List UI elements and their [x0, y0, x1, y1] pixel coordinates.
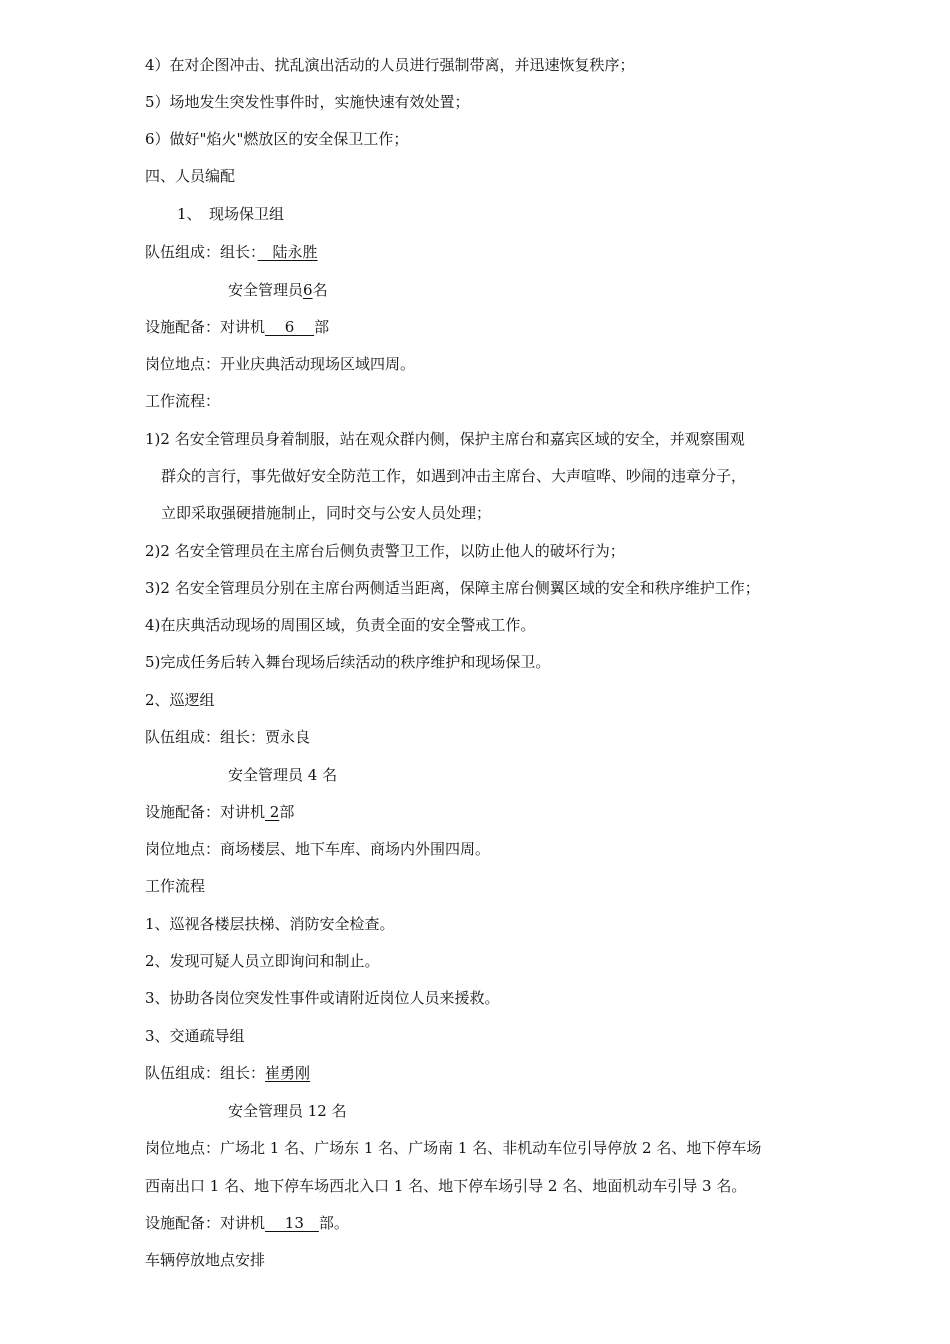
equipment-unit: 部。 [318, 1214, 349, 1232]
subsection-title-patrol: 2、巡逻组 [145, 691, 215, 709]
equipment-label: 设施配备：对讲机 [145, 803, 266, 821]
equipment-count: 2 [265, 803, 280, 821]
staff-unit: 名 [312, 281, 328, 299]
staff-count: 安全管理员 12 名 [228, 1102, 347, 1120]
workflow-step-3: 3)2 名安全管理员分别在主席台两侧适当距离，保障主席台侧翼区域的安全和秩序维护工作； [145, 579, 760, 597]
equipment-label: 设施配备：对讲机 [145, 318, 266, 336]
team-label: 队伍组成：组长： [145, 243, 258, 261]
equipment-label: 设施配备：对讲机 [145, 1214, 266, 1232]
equipment [145, 802, 294, 822]
workflow-step-4: 4)在庆典活动现场的周围区域，负责全面的安全警戒工作。 [145, 616, 536, 634]
item-4: 4）在对企图冲击、扰乱演出活动的人员进行强制带离，并迅速恢复秩序； [145, 56, 635, 74]
section-heading-staffing: 四、人员编配 [145, 167, 236, 185]
team-composition: 队伍组成：组长：贾永良 [145, 728, 311, 746]
team-composition [145, 242, 318, 262]
equipment-count: 6 [265, 318, 315, 336]
workflow-step-1-cont: 群众的言行，事先做好安全防范工作，如遇到冲击主席台、大声喧哗、吵闹的违章分子， [161, 467, 747, 485]
equipment-count: 13 [265, 1214, 319, 1232]
workflow-heading: 工作流程： [145, 392, 221, 410]
equipment [145, 1213, 349, 1233]
workflow-step-2: 2)2 名安全管理员在主席台后侧负责警卫工作，以防止他人的破坏行为； [145, 542, 625, 560]
workflow-heading: 工作流程 [145, 877, 206, 895]
post-location: 岗位地点：广场北 1 名、广场东 1 名、广场南 1 名、非机动车位引导停放 2 名、地下停车场 [145, 1139, 762, 1157]
subsection-title-traffic: 3、交通疏导组 [145, 1027, 245, 1045]
item-6: 6）做好"焰火"燃放区的安全保卫工作； [145, 130, 409, 148]
leader-name: 崔勇刚 [265, 1064, 311, 1082]
staff-label: 安全管理员 [228, 281, 304, 299]
team-label: 队伍组成：组长： [145, 1064, 266, 1082]
staff-count: 安全管理员 4 名 [228, 766, 338, 784]
equipment-unit: 部 [279, 803, 295, 821]
post-location: 岗位地点：开业庆典活动现场区域四周。 [145, 355, 416, 373]
leader-name: 陆永胜 [257, 243, 318, 261]
workflow-step-2: 2、发现可疑人员立即询问和制止。 [145, 952, 380, 970]
workflow-step-1: 1、巡视各楼层扶梯、消防安全检查。 [145, 915, 395, 933]
workflow-step-3: 3、协助各岗位突发性事件或请附近岗位人员来援救。 [145, 989, 500, 1007]
item-5: 5）场地发生突发性事件时，实施快速有效处置； [145, 93, 470, 111]
workflow-step-1-cont2: 立即采取强硬措施制止，同时交与公安人员处理； [161, 504, 492, 522]
team-composition [145, 1063, 310, 1083]
subsection-title-parking: 车辆停放地点安排 [145, 1251, 266, 1269]
workflow-step-1: 1)2 名安全管理员身着制服，站在观众群内侧，保护主席台和嘉宾区域的安全，并观察围观 [145, 430, 745, 448]
workflow-step-5: 5)完成任务后转入舞台现场后续活动的秩序维护和现场保卫。 [145, 653, 551, 671]
equipment-unit: 部 [314, 318, 330, 336]
equipment [145, 317, 329, 337]
post-location-cont: 西南出口 1 名、地下停车场西北入口 1 名、地下停车场引导 2 名、地面机动车引导 3 名。 [145, 1177, 747, 1195]
subsection-title-onsite-security: 1、 现场保卫组 [177, 205, 285, 223]
post-location: 岗位地点：商场楼层、地下车库、商场内外围四周。 [145, 840, 491, 858]
staff-count [228, 280, 328, 300]
staff-number: 6 [303, 281, 313, 299]
